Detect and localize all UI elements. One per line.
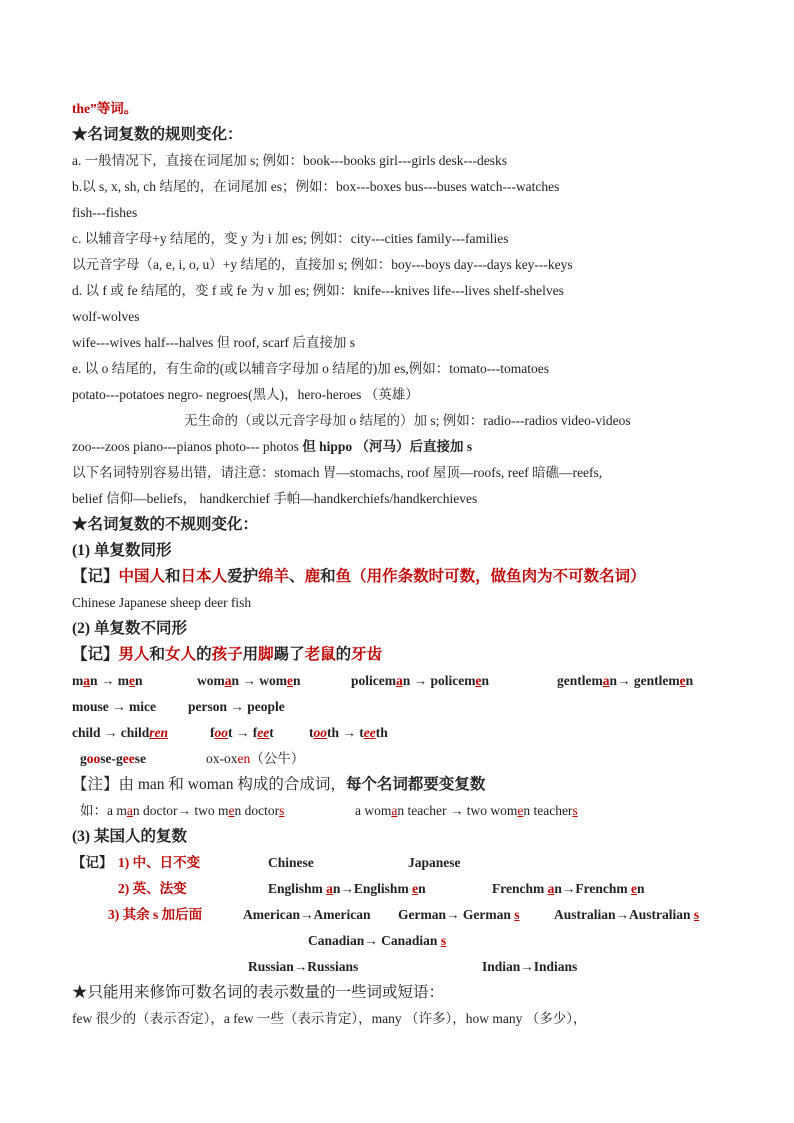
seg: n → wom — [231, 673, 288, 688]
seg: Frenchm — [492, 881, 548, 896]
compound-note — [72, 772, 732, 798]
memo-word: 日本人 — [180, 568, 228, 585]
rule-b: b.以 s, x, sh, ch 结尾的，在词尾加 es；例如：box---boxes bus---buses watch---watches — [72, 179, 560, 194]
seg: Canadian→ Canadian — [308, 933, 441, 948]
pair-child — [72, 720, 168, 746]
special-note-cont: belief 信仰—beliefs， handkerchief 手帕—handkerchiefs/handkerchieves — [72, 491, 478, 506]
nation-japanese: Japanese — [408, 855, 461, 870]
memo-line-2 — [72, 642, 732, 668]
seg-highlight: ren — [149, 725, 169, 740]
pair-tooth — [309, 720, 388, 746]
nationality-row-2 — [72, 876, 732, 902]
seg-highlight: s — [693, 907, 700, 922]
nationality-row-1 — [72, 850, 732, 876]
seg: n→ gentlem — [609, 673, 680, 688]
seg: t — [309, 725, 314, 740]
memo-word: 爱护 — [227, 568, 259, 585]
seg-highlight: s — [279, 803, 285, 818]
memo-word: 的 — [196, 646, 212, 663]
seg: n teacher — [523, 803, 573, 818]
memo-word: 绵羊 — [258, 568, 290, 585]
seg-highlight: s — [572, 803, 578, 818]
seg: f — [210, 725, 215, 740]
seg: n — [418, 881, 426, 896]
seg: n→Englishm — [332, 881, 413, 896]
seg-highlight: e — [631, 881, 637, 896]
irregular-row-4 — [72, 746, 732, 772]
memo-word: 、 — [289, 568, 305, 585]
heading-regular-plural: ★名词复数的规则变化： — [72, 126, 243, 143]
rule-e-cont: potato---potatoes negro- negroes(黑人)，hero-heroes （英雄） — [72, 387, 419, 402]
nation-australian — [554, 902, 699, 928]
seg: gentlem — [557, 673, 603, 688]
seg-highlight: oo — [313, 725, 327, 740]
memo-word: 和 — [320, 568, 336, 585]
seg-highlight: ee — [363, 725, 376, 740]
seg-highlight: a — [126, 803, 133, 818]
seg: （公牛） — [250, 751, 305, 766]
sub-heading-1: (1) 单复数同形 — [72, 542, 172, 559]
seg: a wom — [355, 803, 392, 818]
nation-chinese: Chinese — [268, 855, 314, 870]
seg: n → m — [90, 673, 130, 688]
seg-highlight: e — [679, 673, 686, 688]
seg: n — [293, 673, 301, 688]
note-text: 【注】由 man 和 woman 构成的合成词， — [72, 776, 346, 793]
memo-word: 脚 — [258, 646, 274, 663]
nation-german — [398, 902, 520, 928]
rule-label: 3) 其余 s 加后面 — [108, 907, 203, 922]
memo-word: 男人 — [118, 646, 150, 663]
seg: n — [637, 881, 645, 896]
seg-highlight: a — [83, 673, 90, 688]
seg-highlight: a — [224, 673, 232, 688]
rule-e2-cont — [72, 434, 732, 460]
rule-b-cont: fish---fishes — [72, 205, 138, 220]
seg: n doctor — [234, 803, 280, 818]
rule-e2: 无生命的（或以元音字母加 o 结尾的）加 s; 例如：radio---radios video-videos — [184, 413, 631, 428]
nation-russian: Russian→Russians — [248, 959, 359, 974]
seg-highlight: a — [602, 673, 610, 688]
seg-highlight: a — [547, 881, 555, 896]
seg-highlight: oo — [86, 751, 101, 766]
pair-policeman — [351, 668, 489, 694]
pair-gentleman — [557, 668, 693, 694]
seg-highlight: ee — [257, 725, 270, 740]
rule-a: a. 一般情况下，直接在词尾加 s; 例如：book---books girl---girls desk---desks — [72, 153, 507, 168]
memo-line-1 — [72, 564, 732, 590]
heading-countable-quantifiers: ★只能用来修饰可数名词的表示数量的一些词或短语： — [72, 984, 445, 1001]
pair-woman — [197, 668, 301, 694]
sub-heading-3: (3) 某国人的复数 — [72, 828, 187, 845]
seg: n — [481, 673, 490, 688]
nationality-row-5 — [72, 954, 732, 980]
memo-word: 牙齿 — [351, 646, 383, 663]
text-line-1: the”等词。 — [72, 101, 138, 116]
seg-highlight: s — [514, 907, 520, 922]
memo-word: 孩子 — [211, 646, 243, 663]
memo-word: 女人 — [165, 646, 197, 663]
sub-heading-2: (2) 单复数不同形 — [72, 620, 187, 637]
irregular-row-2 — [72, 694, 732, 720]
seg-highlight: a — [391, 803, 398, 818]
seg: se — [134, 751, 146, 766]
seg-highlight: e — [129, 673, 136, 688]
seg: th → t — [327, 725, 364, 740]
seg-highlight: e — [287, 673, 294, 688]
pair-ox — [206, 746, 304, 772]
nation-french — [492, 876, 645, 902]
seg-highlight: s — [440, 933, 447, 948]
rule-c: c. 以辅音字母+y 结尾的，变 y 为 i 加 es; 例如：city---cities family---families — [72, 231, 509, 246]
pair-goose — [80, 746, 146, 772]
nation-american: American→American — [243, 907, 371, 922]
seg: n → policem — [402, 673, 476, 688]
seg: t → f — [228, 725, 258, 740]
seg: se-g — [100, 751, 123, 766]
memo-tag: 【记】 — [72, 568, 119, 585]
nation-english — [268, 876, 426, 902]
note-emphasis: 每个名词都要变复数 — [345, 776, 486, 793]
memo-word: 的 — [335, 646, 352, 663]
seg-highlight: e — [412, 881, 419, 896]
compound-example — [72, 798, 732, 824]
example-doctor — [80, 798, 284, 824]
memo-word: 踢了 — [273, 646, 305, 663]
pair-foot — [210, 720, 274, 746]
seg-highlight: ee — [122, 751, 135, 766]
memo-word: 和 — [149, 646, 166, 663]
seg-highlight: e — [475, 673, 482, 688]
same-form-words: Chinese Japanese sheep deer fish — [72, 595, 252, 610]
pair-man — [72, 668, 143, 694]
seg: n→Frenchm — [554, 881, 631, 896]
seg: t — [269, 725, 274, 740]
quantifier-list: few 很少的（表示否定），a few 一些（表示肯定），many （许多），how many （多少）， — [72, 1011, 587, 1026]
memo-word: 中国人 — [118, 568, 166, 585]
memo-word: 鹿 — [304, 568, 321, 585]
rule-e2-note: 但 hippo （河马）后直接加 s — [302, 439, 473, 454]
example-teacher — [355, 798, 578, 824]
seg-highlight: a — [396, 673, 403, 688]
irregular-row-1 — [72, 668, 732, 694]
rule-label: 1) 中、日不变 — [118, 855, 201, 870]
seg-highlight: a — [326, 881, 333, 896]
seg-highlight: en — [237, 751, 251, 766]
seg: German→ German — [398, 907, 515, 922]
seg: policem — [351, 673, 396, 688]
rule-label: 2) 英、法变 — [118, 881, 187, 896]
memo-tag: 【记】 — [72, 855, 113, 870]
nation-indian: Indian→Indians — [482, 959, 578, 974]
seg: n — [685, 673, 694, 688]
nationality-row-3 — [72, 902, 732, 928]
document-page — [72, 96, 732, 1032]
seg-highlight: oo — [214, 725, 228, 740]
seg: m — [72, 673, 84, 688]
memo-tag: 【记】 — [72, 646, 119, 663]
memo-word: 老鼠 — [304, 646, 336, 663]
rule-c2: 以元音字母（a, e, i, o, u）+y 结尾的，直接加 s; 例如：boy---boys day---days key---keys — [72, 257, 573, 272]
heading-irregular-plural: ★名词复数的不规则变化： — [72, 516, 259, 533]
seg: wom — [197, 673, 225, 688]
irregular-row-3 — [72, 720, 732, 746]
seg: n doctor→ two m — [132, 803, 229, 818]
seg: Australian→Australian — [554, 907, 694, 922]
seg-highlight: e — [228, 803, 235, 818]
rule-e2-examples: zoo---zoos piano---pianos photo--- photos — [72, 439, 303, 454]
pair-mouse: mouse → mice — [72, 699, 156, 714]
seg: ox-ox — [206, 751, 238, 766]
seg: Englishm — [268, 881, 327, 896]
rule-d-cont: wolf-wolves — [72, 309, 140, 324]
seg: th — [375, 725, 388, 740]
seg: n teacher → two wom — [397, 803, 518, 818]
seg: n — [135, 673, 143, 688]
seg: 如：a m — [80, 803, 127, 818]
special-note: 以下名词特别容易出错，请注意：stomach 胃—stomachs, roof 屋顶—roofs, reef 暗礁—reefs, — [72, 465, 603, 480]
nation-canadian — [308, 928, 446, 954]
seg: child → child — [72, 725, 150, 740]
seg-highlight: e — [517, 803, 524, 818]
rule-d2: wife---wives half---halves 但 roof, scarf 后直接加 s — [72, 335, 356, 350]
seg: g — [80, 751, 87, 766]
memo-word: 用 — [242, 646, 259, 663]
nationality-row-4 — [72, 928, 732, 954]
memo-word: 和 — [165, 568, 181, 585]
rule-d: d. 以 f 或 fe 结尾的，变 f 或 fe 为 v 加 es; 例如：knife---knives life---lives shelf-shelves — [72, 283, 564, 298]
rule-e: e. 以 o 结尾的，有生命的(或以辅音字母加 o 结尾的)加 es,例如：tomato---tomatoes — [72, 361, 549, 376]
memo-word: 鱼（用作条数时可数，做鱼肉为不可数名词） — [335, 568, 646, 585]
pair-person: person → people — [188, 699, 285, 714]
